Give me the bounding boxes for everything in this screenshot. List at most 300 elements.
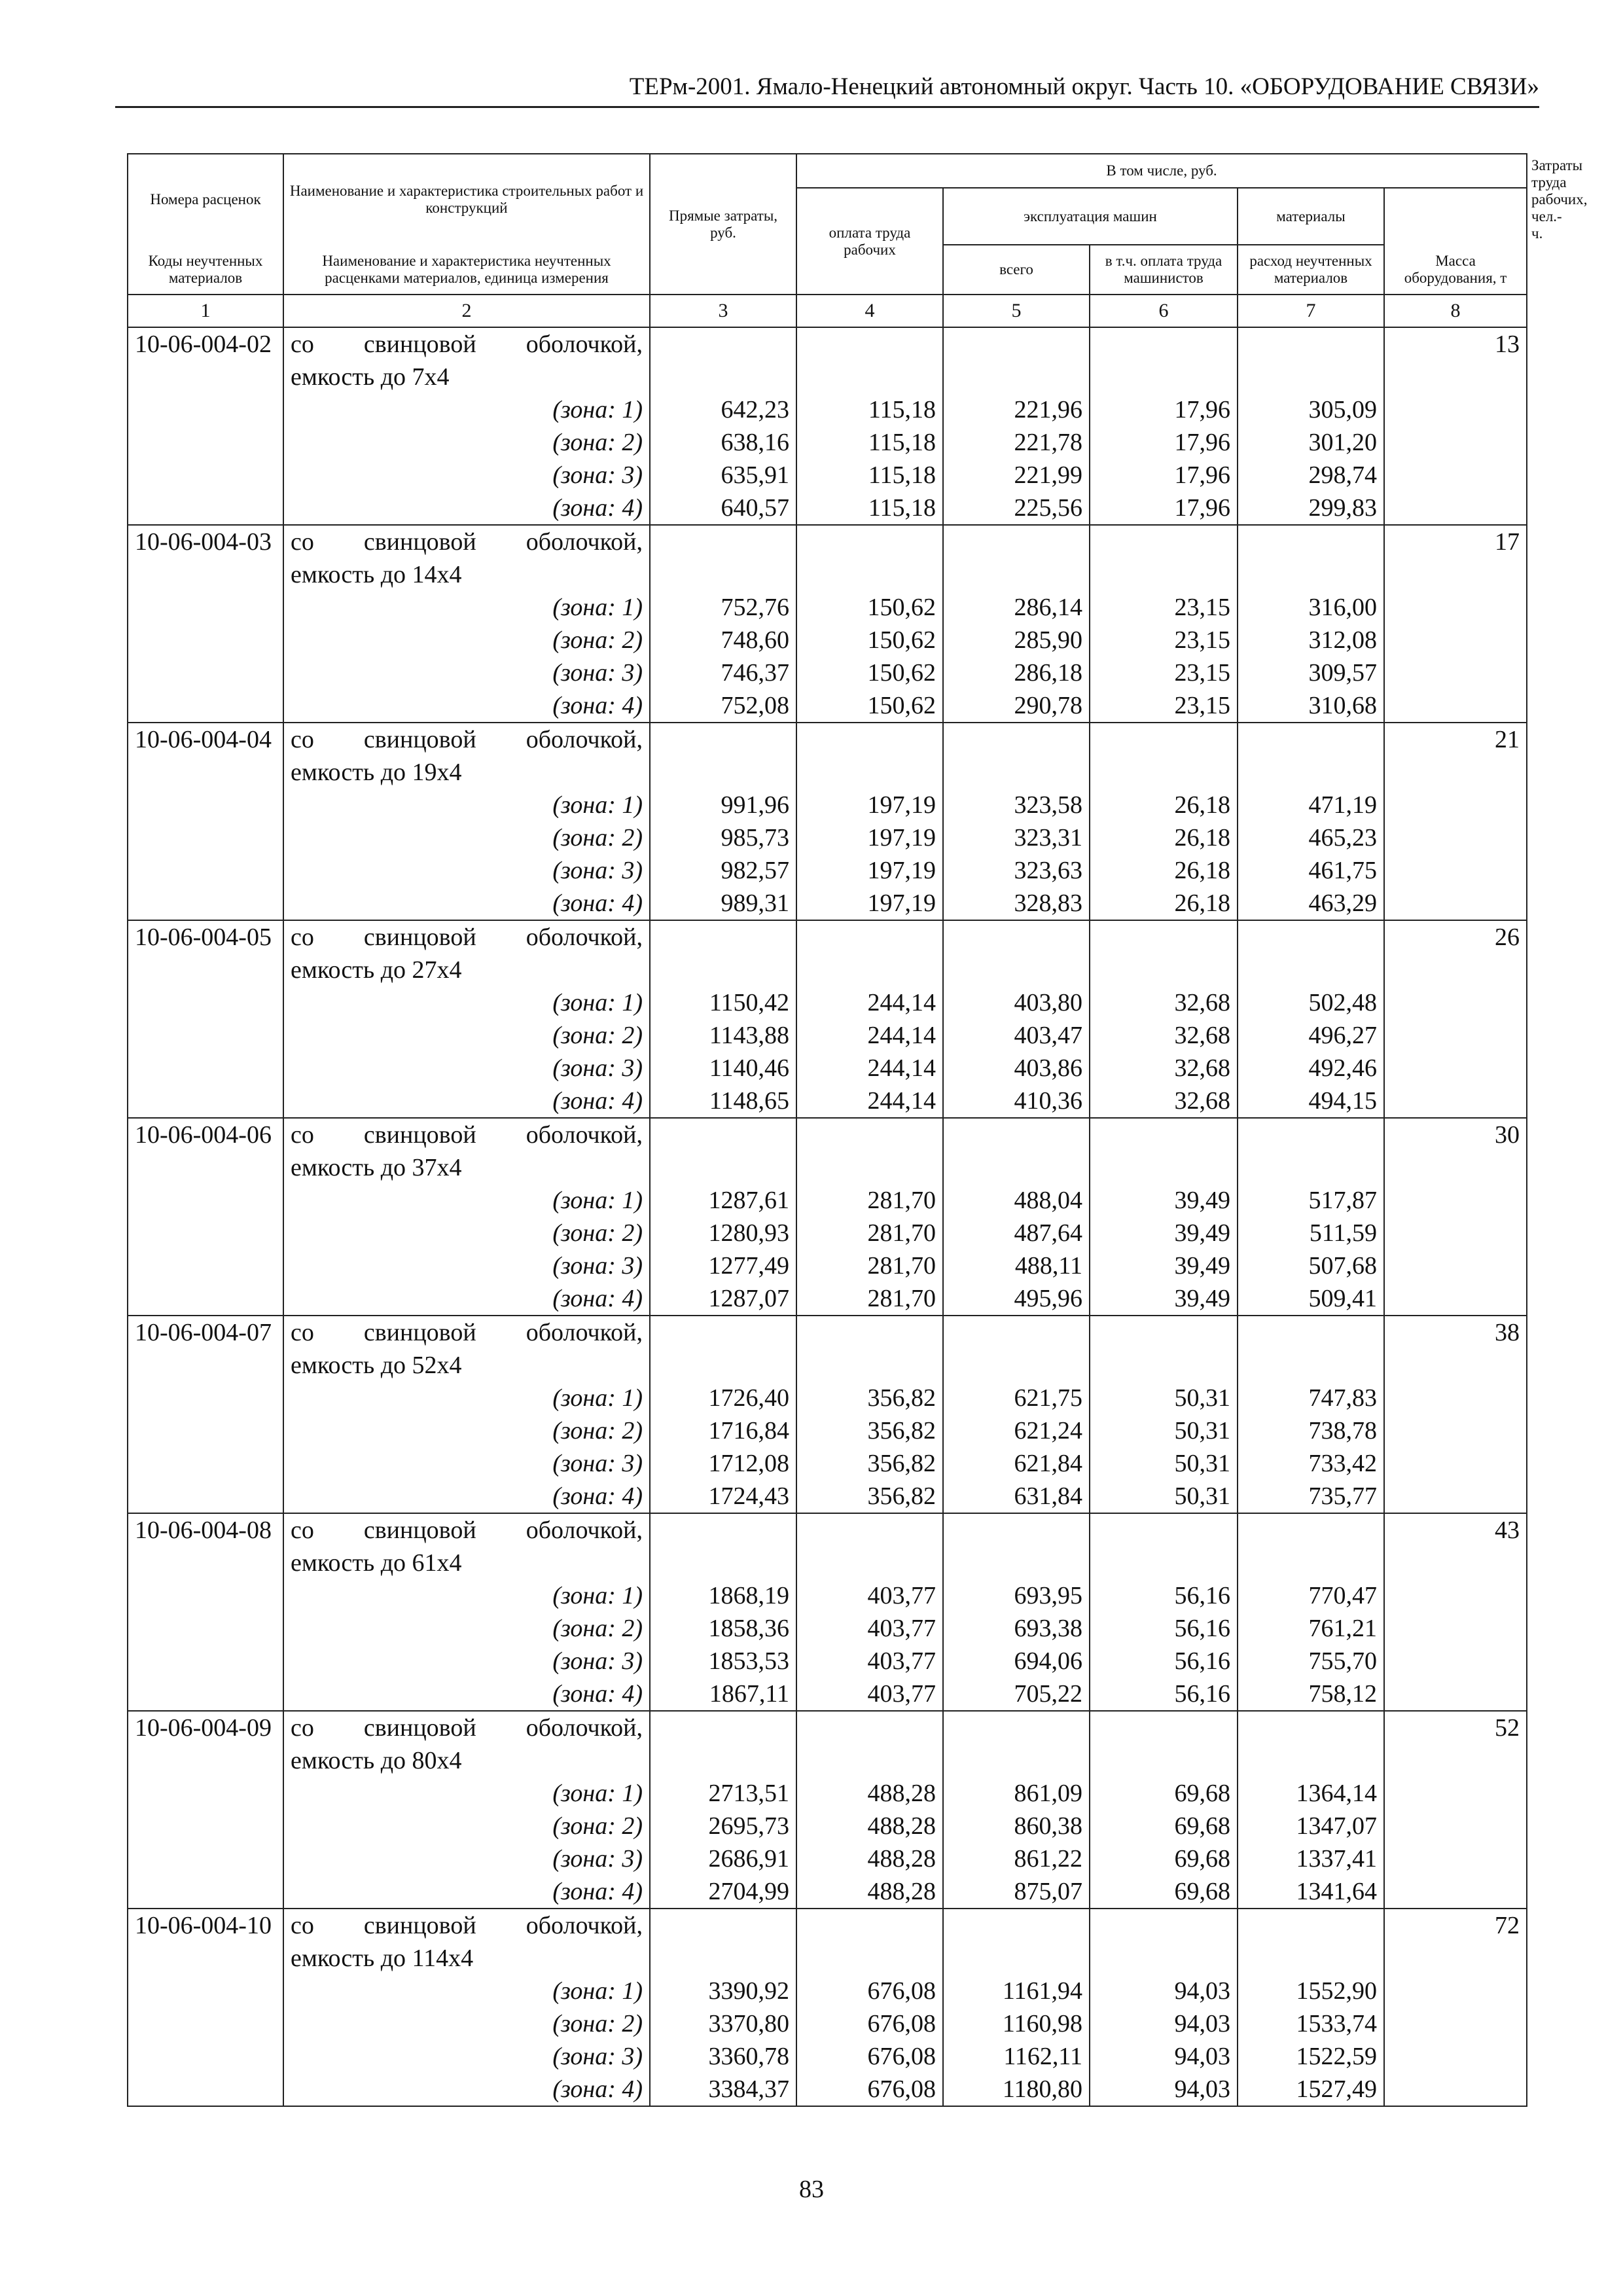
column-number: 3 — [650, 295, 796, 327]
machinist-pay: 32,68 — [1090, 1052, 1238, 1085]
empty-cell — [128, 1975, 283, 2007]
materials: 316,00 — [1238, 591, 1384, 624]
empty-cell — [1090, 1513, 1238, 1579]
machines-total: 221,96 — [943, 393, 1090, 426]
zone-row — [128, 656, 1527, 689]
zone-row — [128, 1480, 1527, 1513]
labor-pay: 150,62 — [796, 624, 943, 656]
labor-pay: 356,82 — [796, 1480, 943, 1513]
machinist-pay: 50,31 — [1090, 1480, 1238, 1513]
machinist-pay: 69,68 — [1090, 1875, 1238, 1909]
rate-code: 10-06-004-10 — [128, 1909, 283, 1975]
labor-pay: 356,82 — [796, 1447, 943, 1480]
machines-total: 621,75 — [943, 1382, 1090, 1414]
empty-cell — [943, 1118, 1090, 1184]
machines-total: 410,36 — [943, 1085, 1090, 1118]
rate-code: 10-06-004-04 — [128, 723, 283, 789]
column-number: 5 — [943, 295, 1090, 327]
empty-cell — [1384, 1249, 1527, 1282]
machinist-pay: 39,49 — [1090, 1184, 1238, 1217]
materials: 312,08 — [1238, 624, 1384, 656]
zone-row — [128, 1249, 1527, 1282]
machines-total: 403,86 — [943, 1052, 1090, 1085]
empty-cell — [128, 986, 283, 1019]
machines-total: 495,96 — [943, 1282, 1090, 1316]
materials: 502,48 — [1238, 986, 1384, 1019]
empty-cell — [1384, 426, 1527, 459]
labor-pay: 403,77 — [796, 1579, 943, 1612]
empty-cell — [796, 1711, 943, 1777]
zone-label: (зона: 2) — [283, 1217, 650, 1249]
page-number: 83 — [799, 2176, 824, 2203]
empty-cell — [1384, 2007, 1527, 2040]
work-name: со свинцовой оболочкой, емкость до 80х4 — [283, 1711, 650, 1777]
zone-row — [128, 1282, 1527, 1316]
col-header-rate-numbers: Номера расценок — [128, 154, 283, 245]
work-name: со свинцовой оболочкой, емкость до 61х4 — [283, 1513, 650, 1579]
table-body — [128, 327, 1527, 2106]
materials: 1364,14 — [1238, 1777, 1384, 1810]
materials: 1522,59 — [1238, 2040, 1384, 2073]
empty-cell — [650, 1711, 796, 1777]
machines-total: 693,95 — [943, 1579, 1090, 1612]
machinist-pay: 26,18 — [1090, 854, 1238, 887]
work-name: со свинцовой оболочкой, емкость до 52х4 — [283, 1316, 650, 1382]
empty-cell — [943, 1513, 1090, 1579]
machines-total: 875,07 — [943, 1875, 1090, 1909]
zone-row — [128, 1019, 1527, 1052]
zone-row — [128, 1645, 1527, 1677]
machinist-pay: 32,68 — [1090, 986, 1238, 1019]
rate-code: 10-06-004-08 — [128, 1513, 283, 1579]
col-header-machines: эксплуатация машин — [943, 188, 1238, 245]
machines-total: 693,38 — [943, 1612, 1090, 1645]
empty-cell — [1238, 1118, 1384, 1184]
zone-label: (зона: 1) — [283, 986, 650, 1019]
empty-cell — [128, 1480, 283, 1513]
empty-cell — [1384, 1612, 1527, 1645]
machines-total: 860,38 — [943, 1810, 1090, 1842]
col-header-including: В том числе, руб. — [796, 154, 1527, 188]
column-number: 1 — [128, 295, 283, 327]
machinist-pay: 94,03 — [1090, 2040, 1238, 2073]
materials: 747,83 — [1238, 1382, 1384, 1414]
empty-cell — [1090, 1909, 1238, 1975]
materials: 494,15 — [1238, 1085, 1384, 1118]
direct-costs: 991,96 — [650, 789, 796, 821]
empty-cell — [943, 723, 1090, 789]
labor-pay: 403,77 — [796, 1677, 943, 1711]
direct-costs: 1726,40 — [650, 1382, 796, 1414]
labor-pay: 676,08 — [796, 2040, 943, 2073]
materials: 758,12 — [1238, 1677, 1384, 1711]
empty-cell — [128, 1382, 283, 1414]
empty-cell — [128, 1677, 283, 1711]
labor-pay: 150,62 — [796, 656, 943, 689]
labor-pay: 244,14 — [796, 1019, 943, 1052]
direct-costs: 1287,61 — [650, 1184, 796, 1217]
labor-pay: 197,19 — [796, 854, 943, 887]
zone-label: (зона: 4) — [283, 887, 650, 920]
empty-cell — [1384, 1810, 1527, 1842]
zone-label: (зона: 2) — [283, 2007, 650, 2040]
empty-cell — [1090, 723, 1238, 789]
machinist-pay: 94,03 — [1090, 2073, 1238, 2106]
direct-costs: 1287,07 — [650, 1282, 796, 1316]
labor-pay: 676,08 — [796, 2073, 943, 2106]
materials: 492,46 — [1238, 1052, 1384, 1085]
zone-row — [128, 459, 1527, 492]
empty-cell — [1384, 986, 1527, 1019]
labor-hours: 13 — [1384, 327, 1527, 393]
col-header-unaccounted-materials: расход неучтенных материалов — [1238, 245, 1384, 295]
machines-total: 290,78 — [943, 689, 1090, 723]
col-header-work-name: Наименование и характеристика строительных работ и конструкций — [283, 154, 650, 245]
machinist-pay: 94,03 — [1090, 2007, 1238, 2040]
rate-code: 10-06-004-05 — [128, 920, 283, 986]
machinist-pay: 17,96 — [1090, 426, 1238, 459]
empty-cell — [943, 327, 1090, 393]
zone-row — [128, 1612, 1527, 1645]
labor-hours: 17 — [1384, 525, 1527, 591]
direct-costs: 3370,80 — [650, 2007, 796, 2040]
labor-pay: 115,18 — [796, 426, 943, 459]
machinist-pay: 23,15 — [1090, 656, 1238, 689]
labor-hours: 43 — [1384, 1513, 1527, 1579]
empty-cell — [128, 2073, 283, 2106]
labor-pay: 281,70 — [796, 1184, 943, 1217]
empty-cell — [650, 1909, 796, 1975]
machinist-pay: 56,16 — [1090, 1579, 1238, 1612]
labor-pay: 281,70 — [796, 1249, 943, 1282]
empty-cell — [796, 1513, 943, 1579]
empty-cell — [1384, 1579, 1527, 1612]
empty-cell — [943, 1711, 1090, 1777]
zone-label: (зона: 2) — [283, 426, 650, 459]
zone-label: (зона: 1) — [283, 393, 650, 426]
empty-cell — [650, 1118, 796, 1184]
empty-cell — [650, 525, 796, 591]
materials: 465,23 — [1238, 821, 1384, 854]
materials: 507,68 — [1238, 1249, 1384, 1282]
machinist-pay: 50,31 — [1090, 1414, 1238, 1447]
empty-cell — [1090, 1118, 1238, 1184]
empty-cell — [650, 723, 796, 789]
table-header: Номера расценок Наименование и характеристика строительных работ и конструкций Прямые затраты, руб. В том числе, руб. Затраты труда рабочих, чел.-ч. оплата труда рабочих эксплуатация машин материалы Коды неучтенных материалов Наименование и характеристика неучтенных расценками материалов, единица измерения всего в т.ч. оплата труда машинистов расход неучтенных материалов Масса оборудования, т 1 2 3 4 5 6 7 8 — [128, 154, 1527, 327]
zone-label: (зона: 3) — [283, 656, 650, 689]
zone-label: (зона: 3) — [283, 1842, 650, 1875]
direct-costs: 2704,99 — [650, 1875, 796, 1909]
direct-costs: 1716,84 — [650, 1414, 796, 1447]
empty-cell — [1238, 327, 1384, 393]
zone-label: (зона: 1) — [283, 1382, 650, 1414]
machines-total: 225,56 — [943, 492, 1090, 525]
direct-costs: 1277,49 — [650, 1249, 796, 1282]
direct-costs: 3360,78 — [650, 2040, 796, 2073]
materials: 733,42 — [1238, 1447, 1384, 1480]
zone-label: (зона: 2) — [283, 821, 650, 854]
zone-label: (зона: 4) — [283, 689, 650, 723]
empty-cell — [1384, 1480, 1527, 1513]
labor-pay: 115,18 — [796, 492, 943, 525]
machines-total: 285,90 — [943, 624, 1090, 656]
machines-total: 694,06 — [943, 1645, 1090, 1677]
direct-costs: 1143,88 — [650, 1019, 796, 1052]
work-name: со свинцовой оболочкой, емкость до 27х4 — [283, 920, 650, 986]
machines-total: 328,83 — [943, 887, 1090, 920]
empty-cell — [1384, 887, 1527, 920]
rate-row — [128, 920, 1527, 986]
empty-cell — [128, 1810, 283, 1842]
machinist-pay: 23,15 — [1090, 591, 1238, 624]
machinist-pay: 50,31 — [1090, 1382, 1238, 1414]
empty-cell — [1384, 854, 1527, 887]
machinist-pay: 56,16 — [1090, 1612, 1238, 1645]
empty-cell — [128, 1579, 283, 1612]
machinist-pay: 32,68 — [1090, 1019, 1238, 1052]
direct-costs: 746,37 — [650, 656, 796, 689]
materials: 298,74 — [1238, 459, 1384, 492]
empty-cell — [650, 1513, 796, 1579]
zone-label: (зона: 1) — [283, 789, 650, 821]
labor-hours: 38 — [1384, 1316, 1527, 1382]
materials: 471,19 — [1238, 789, 1384, 821]
machines-total: 621,84 — [943, 1447, 1090, 1480]
labor-pay: 115,18 — [796, 393, 943, 426]
machines-total: 861,22 — [943, 1842, 1090, 1875]
machinist-pay: 17,96 — [1090, 459, 1238, 492]
column-number: 4 — [796, 295, 943, 327]
empty-cell — [128, 1875, 283, 1909]
zone-label: (зона: 4) — [283, 492, 650, 525]
zone-label: (зона: 1) — [283, 1579, 650, 1612]
empty-cell — [1384, 1414, 1527, 1447]
materials: 463,29 — [1238, 887, 1384, 920]
empty-cell — [128, 1612, 283, 1645]
zone-label: (зона: 3) — [283, 459, 650, 492]
zone-row — [128, 1875, 1527, 1909]
labor-hours: 26 — [1384, 920, 1527, 986]
materials: 1347,07 — [1238, 1810, 1384, 1842]
empty-cell — [128, 492, 283, 525]
machines-total: 488,11 — [943, 1249, 1090, 1282]
column-number: 6 — [1090, 295, 1238, 327]
machinist-pay: 39,49 — [1090, 1282, 1238, 1316]
empty-cell — [128, 789, 283, 821]
machinist-pay: 69,68 — [1090, 1777, 1238, 1810]
machines-total: 286,18 — [943, 656, 1090, 689]
zone-row — [128, 1777, 1527, 1810]
direct-costs: 3384,37 — [650, 2073, 796, 2106]
materials: 309,57 — [1238, 656, 1384, 689]
work-name: со свинцовой оболочкой, емкость до 19х4 — [283, 723, 650, 789]
rate-row — [128, 327, 1527, 393]
rate-row — [128, 723, 1527, 789]
machinist-pay: 39,49 — [1090, 1249, 1238, 1282]
empty-cell — [128, 1645, 283, 1677]
empty-cell — [1384, 591, 1527, 624]
machines-total: 323,58 — [943, 789, 1090, 821]
empty-cell — [1384, 689, 1527, 723]
empty-cell — [796, 723, 943, 789]
machines-total: 487,64 — [943, 1217, 1090, 1249]
direct-costs: 1858,36 — [650, 1612, 796, 1645]
empty-cell — [943, 1909, 1090, 1975]
empty-cell — [128, 1414, 283, 1447]
labor-pay: 676,08 — [796, 1975, 943, 2007]
empty-cell — [1090, 327, 1238, 393]
empty-cell — [1090, 1711, 1238, 1777]
zone-row — [128, 1217, 1527, 1249]
machinist-pay: 69,68 — [1090, 1842, 1238, 1875]
empty-cell — [1238, 723, 1384, 789]
machines-total: 403,47 — [943, 1019, 1090, 1052]
zone-label: (зона: 4) — [283, 2073, 650, 2106]
empty-cell — [128, 459, 283, 492]
empty-cell — [1238, 1513, 1384, 1579]
col-header-materials: материалы — [1238, 188, 1384, 245]
empty-cell — [1384, 492, 1527, 525]
machines-total: 631,84 — [943, 1480, 1090, 1513]
zone-row — [128, 1975, 1527, 2007]
direct-costs: 640,57 — [650, 492, 796, 525]
empty-cell — [1384, 1382, 1527, 1414]
labor-pay: 150,62 — [796, 591, 943, 624]
direct-costs: 748,60 — [650, 624, 796, 656]
materials: 1341,64 — [1238, 1875, 1384, 1909]
empty-cell — [796, 920, 943, 986]
empty-cell — [1384, 2073, 1527, 2106]
machinist-pay: 26,18 — [1090, 821, 1238, 854]
col-header-machines-total: всего — [943, 245, 1090, 295]
empty-cell — [128, 887, 283, 920]
machinist-pay: 56,16 — [1090, 1645, 1238, 1677]
machines-total: 1160,98 — [943, 2007, 1090, 2040]
machines-total: 403,80 — [943, 986, 1090, 1019]
zone-row — [128, 1382, 1527, 1414]
empty-cell — [128, 1217, 283, 1249]
empty-cell — [1384, 1645, 1527, 1677]
labor-pay: 244,14 — [796, 986, 943, 1019]
materials: 735,77 — [1238, 1480, 1384, 1513]
zone-row — [128, 1810, 1527, 1842]
direct-costs: 635,91 — [650, 459, 796, 492]
empty-cell — [1384, 1677, 1527, 1711]
labor-pay: 403,77 — [796, 1645, 943, 1677]
zone-label: (зона: 1) — [283, 591, 650, 624]
zone-label: (зона: 4) — [283, 1875, 650, 1909]
empty-cell — [650, 920, 796, 986]
materials: 1527,49 — [1238, 2073, 1384, 2106]
empty-cell — [1384, 656, 1527, 689]
materials: 299,83 — [1238, 492, 1384, 525]
labor-pay: 356,82 — [796, 1382, 943, 1414]
zone-row — [128, 591, 1527, 624]
machines-total: 488,04 — [943, 1184, 1090, 1217]
column-number: 7 — [1238, 295, 1384, 327]
zone-row — [128, 2007, 1527, 2040]
rate-code: 10-06-004-06 — [128, 1118, 283, 1184]
empty-cell — [128, 393, 283, 426]
empty-cell — [1384, 1975, 1527, 2007]
machinist-pay: 17,96 — [1090, 492, 1238, 525]
labor-hours: 52 — [1384, 1711, 1527, 1777]
rate-row — [128, 1909, 1527, 1975]
labor-pay: 488,28 — [796, 1777, 943, 1810]
materials: 1337,41 — [1238, 1842, 1384, 1875]
empty-cell — [1238, 920, 1384, 986]
zone-label: (зона: 3) — [283, 854, 650, 887]
rate-code: 10-06-004-02 — [128, 327, 283, 393]
empty-cell — [1384, 1184, 1527, 1217]
zone-label: (зона: 4) — [283, 1677, 650, 1711]
empty-cell — [796, 525, 943, 591]
rate-row — [128, 1513, 1527, 1579]
empty-cell — [1384, 1085, 1527, 1118]
direct-costs: 2695,73 — [650, 1810, 796, 1842]
empty-cell — [1238, 1711, 1384, 1777]
machines-total: 221,99 — [943, 459, 1090, 492]
machinist-pay: 50,31 — [1090, 1447, 1238, 1480]
machinist-pay: 26,18 — [1090, 789, 1238, 821]
direct-costs: 1853,53 — [650, 1645, 796, 1677]
direct-costs: 1867,11 — [650, 1677, 796, 1711]
machinist-pay: 39,49 — [1090, 1217, 1238, 1249]
machines-total: 323,31 — [943, 821, 1090, 854]
direct-costs: 2686,91 — [650, 1842, 796, 1875]
machinist-pay: 94,03 — [1090, 1975, 1238, 2007]
empty-cell — [128, 426, 283, 459]
zone-row — [128, 854, 1527, 887]
work-name: со свинцовой оболочкой, емкость до 114х4 — [283, 1909, 650, 1975]
labor-pay: 197,19 — [796, 821, 943, 854]
zone-row — [128, 1052, 1527, 1085]
zone-row — [128, 2040, 1527, 2073]
machinist-pay: 32,68 — [1090, 1085, 1238, 1118]
zone-row — [128, 426, 1527, 459]
empty-cell — [1238, 1909, 1384, 1975]
materials: 738,78 — [1238, 1414, 1384, 1447]
zone-label: (зона: 4) — [283, 1480, 650, 1513]
machines-total: 621,24 — [943, 1414, 1090, 1447]
labor-hours: 21 — [1384, 723, 1527, 789]
zone-label: (зона: 2) — [283, 624, 650, 656]
machinist-pay: 69,68 — [1090, 1810, 1238, 1842]
empty-cell — [650, 1316, 796, 1382]
empty-cell — [128, 624, 283, 656]
materials: 517,87 — [1238, 1184, 1384, 1217]
direct-costs: 1140,46 — [650, 1052, 796, 1085]
labor-hours: 30 — [1384, 1118, 1527, 1184]
empty-cell — [650, 327, 796, 393]
empty-cell — [1238, 1316, 1384, 1382]
direct-costs: 752,76 — [650, 591, 796, 624]
direct-costs: 1712,08 — [650, 1447, 796, 1480]
labor-pay: 488,28 — [796, 1810, 943, 1842]
machines-total: 861,09 — [943, 1777, 1090, 1810]
zone-row — [128, 1085, 1527, 1118]
zone-label: (зона: 1) — [283, 1777, 650, 1810]
col-header-material-names: Наименование и характеристика неучтенных расценками материалов, единица измерения — [283, 245, 650, 295]
machines-total: 1180,80 — [943, 2073, 1090, 2106]
zone-row — [128, 492, 1527, 525]
labor-pay: 356,82 — [796, 1414, 943, 1447]
direct-costs: 752,08 — [650, 689, 796, 723]
labor-pay: 244,14 — [796, 1085, 943, 1118]
zone-label: (зона: 1) — [283, 1184, 650, 1217]
zone-row — [128, 986, 1527, 1019]
zone-row — [128, 624, 1527, 656]
